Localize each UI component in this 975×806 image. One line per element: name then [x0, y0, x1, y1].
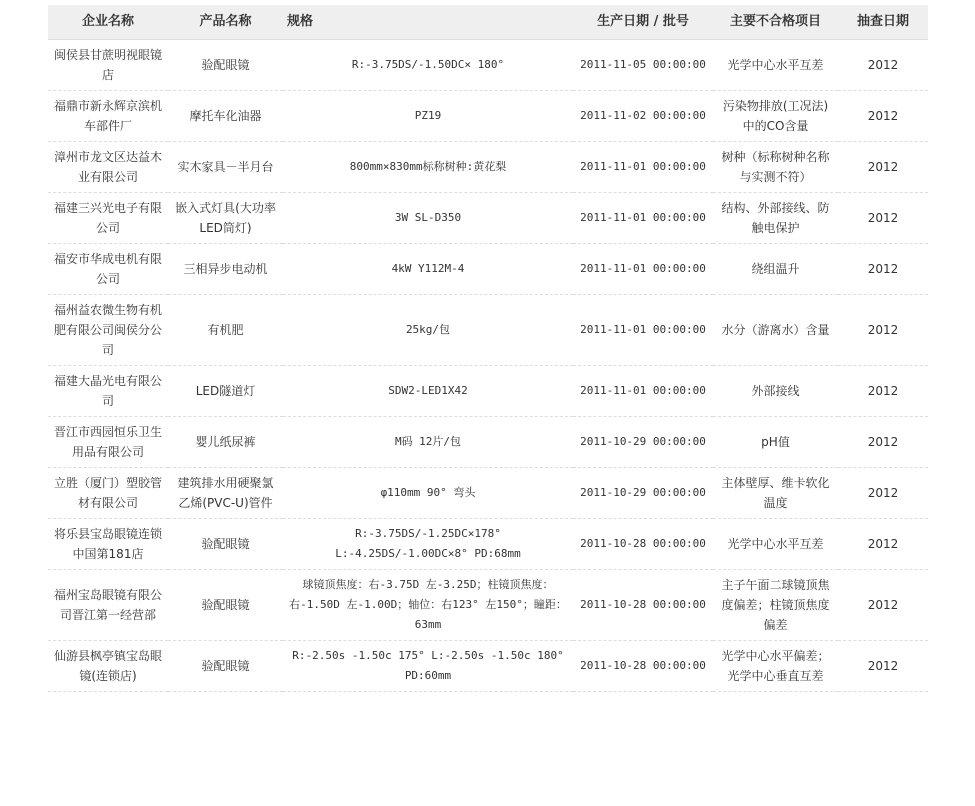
cell-company: 立胜（厦门）塑胶管材有限公司	[48, 468, 168, 519]
cell-date: 2011-10-28 00:00:00	[573, 519, 713, 570]
header-product: 产品名称	[168, 5, 283, 40]
cell-date: 2011-10-29 00:00:00	[573, 468, 713, 519]
table-row	[48, 91, 928, 142]
cell-company: 福州益农微生物有机肥有限公司闽侯分公司	[48, 295, 168, 366]
cell-issue: 树种（标称树种名称与实测不符）	[713, 142, 838, 193]
cell-date: 2011-11-05 00:00:00	[573, 40, 713, 91]
cell-product: 实木家具－半月台	[168, 142, 283, 193]
cell-issue: 结构、外部接线、防触电保护	[713, 193, 838, 244]
results-table-container	[48, 5, 928, 692]
cell-date: 2011-11-01 00:00:00	[573, 193, 713, 244]
table-row	[48, 519, 928, 570]
table-row	[48, 468, 928, 519]
cell-check-date: 2012	[838, 570, 928, 641]
cell-check-date: 2012	[838, 40, 928, 91]
cell-issue: pH值	[713, 417, 838, 468]
cell-check-date: 2012	[838, 417, 928, 468]
cell-issue: 光学中心水平互差	[713, 519, 838, 570]
cell-spec: 球镜顶焦度：右-3.75D 左-3.25D；柱镜顶焦度：右-1.50D 左-1.00D；轴位：右123° 左150°；瞳距：63mm	[283, 570, 573, 641]
cell-spec: R:-2.50s -1.50c 175° L:-2.50s -1.50c 180° PD:60mm	[283, 641, 573, 692]
cell-company: 福州宝岛眼镜有限公司晋江第一经营部	[48, 570, 168, 641]
cell-date: 2011-11-02 00:00:00	[573, 91, 713, 142]
cell-check-date: 2012	[838, 193, 928, 244]
cell-date: 2011-11-01 00:00:00	[573, 244, 713, 295]
cell-product: 验配眼镜	[168, 40, 283, 91]
table-row	[48, 193, 928, 244]
cell-spec: R:-3.75DS/-1.25DC×178° L:-4.25DS/-1.00DC×8° PD:68mm	[283, 519, 573, 570]
cell-product: 建筑排水用硬聚氯乙烯(PVC-U)管件	[168, 468, 283, 519]
cell-check-date: 2012	[838, 91, 928, 142]
cell-issue: 光学中心水平互差	[713, 40, 838, 91]
cell-issue: 外部接线	[713, 366, 838, 417]
cell-spec: 800mm×830mm标称树种:黄花梨	[283, 142, 573, 193]
cell-date: 2011-10-29 00:00:00	[573, 417, 713, 468]
cell-product: 验配眼镜	[168, 519, 283, 570]
cell-issue: 光学中心水平偏差；光学中心垂直互差	[713, 641, 838, 692]
cell-company: 福安市华成电机有限公司	[48, 244, 168, 295]
cell-spec: φ110mm 90° 弯头	[283, 468, 573, 519]
cell-date: 2011-11-01 00:00:00	[573, 295, 713, 366]
cell-company: 晋江市西园恒乐卫生用品有限公司	[48, 417, 168, 468]
cell-spec: R:-3.75DS/-1.50DC× 180°	[283, 40, 573, 91]
cell-issue: 绕组温升	[713, 244, 838, 295]
table-row	[48, 570, 928, 641]
cell-spec: SDW2-LED1X42	[283, 366, 573, 417]
table-row	[48, 641, 928, 692]
header-spec: 规格	[283, 5, 573, 40]
table-row	[48, 295, 928, 366]
cell-company: 仙游县枫亭镇宝岛眼镜(连锁店)	[48, 641, 168, 692]
cell-date: 2011-11-01 00:00:00	[573, 366, 713, 417]
cell-spec: M码 12片/包	[283, 417, 573, 468]
cell-check-date: 2012	[838, 641, 928, 692]
cell-spec: 25kg/包	[283, 295, 573, 366]
header-issue: 主要不合格项目	[713, 5, 838, 40]
header-company: 企业名称	[48, 5, 168, 40]
table-row	[48, 40, 928, 91]
cell-company: 闽侯县甘蔗明视眼镜店	[48, 40, 168, 91]
cell-company: 福建三兴光电子有限公司	[48, 193, 168, 244]
cell-check-date: 2012	[838, 295, 928, 366]
header-date: 生产日期 / 批号	[573, 5, 713, 40]
table-row	[48, 142, 928, 193]
cell-product: 摩托车化油器	[168, 91, 283, 142]
cell-product: 婴儿纸尿裤	[168, 417, 283, 468]
inspection-results-table	[48, 5, 928, 692]
cell-company: 福鼎市新永辉京滨机车部件厂	[48, 91, 168, 142]
cell-date: 2011-11-01 00:00:00	[573, 142, 713, 193]
cell-product: 三相异步电动机	[168, 244, 283, 295]
cell-company: 福建大晶光电有限公司	[48, 366, 168, 417]
header-check-date: 抽查日期	[838, 5, 928, 40]
cell-issue: 污染物排放(工况法)中的CO含量	[713, 91, 838, 142]
cell-date: 2011-10-28 00:00:00	[573, 570, 713, 641]
cell-spec: PZ19	[283, 91, 573, 142]
cell-spec: 4kW Y112M-4	[283, 244, 573, 295]
cell-product: LED隧道灯	[168, 366, 283, 417]
table-row	[48, 244, 928, 295]
cell-check-date: 2012	[838, 468, 928, 519]
cell-company: 漳州市龙文区达益木业有限公司	[48, 142, 168, 193]
table-header-row	[48, 5, 928, 40]
table-row	[48, 417, 928, 468]
cell-check-date: 2012	[838, 519, 928, 570]
cell-company: 将乐县宝岛眼镜连锁中国第181店	[48, 519, 168, 570]
cell-check-date: 2012	[838, 142, 928, 193]
cell-product: 验配眼镜	[168, 641, 283, 692]
cell-check-date: 2012	[838, 244, 928, 295]
cell-date: 2011-10-28 00:00:00	[573, 641, 713, 692]
cell-product: 嵌入式灯具(大功率LED筒灯)	[168, 193, 283, 244]
table-row	[48, 366, 928, 417]
cell-product: 有机肥	[168, 295, 283, 366]
cell-issue: 水分（游离水）含量	[713, 295, 838, 366]
cell-product: 验配眼镜	[168, 570, 283, 641]
cell-check-date: 2012	[838, 366, 928, 417]
cell-spec: 3W SL-D350	[283, 193, 573, 244]
cell-issue: 主体壁厚、维卡软化温度	[713, 468, 838, 519]
cell-issue: 主子午面二球镜顶焦度偏差；柱镜顶焦度偏差	[713, 570, 838, 641]
